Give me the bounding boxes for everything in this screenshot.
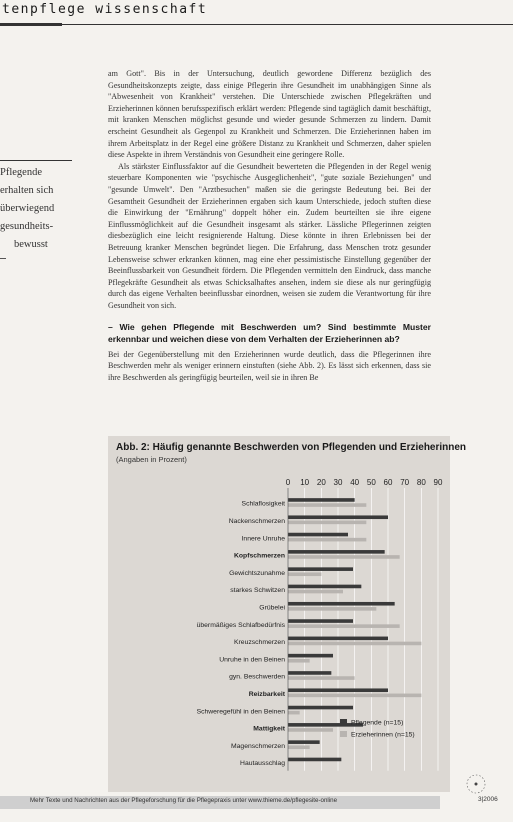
category-label: Gewichtszunahme bbox=[229, 569, 285, 577]
bar-erzieherinnen bbox=[288, 521, 366, 525]
bar-erzieherinnen bbox=[288, 711, 300, 715]
bar-pflegende bbox=[288, 637, 388, 641]
category-label: Grübelei bbox=[259, 604, 285, 612]
bar-erzieherinnen bbox=[288, 624, 400, 628]
bar-erzieherinnen bbox=[288, 728, 333, 732]
x-tick-label: 40 bbox=[350, 478, 360, 487]
bar-pflegende bbox=[288, 706, 353, 710]
category-label: Magenschmerzen bbox=[230, 742, 285, 750]
x-tick-label: 90 bbox=[433, 478, 443, 487]
paragraph: am Gott". Bis in der Untersuchung, deutlich gewordene Differenz bezüglich des Gesundheitskonzepts zeigte, dass einige Pflegerin ihre Gesundheit im unabhängigen Sinne als "Abwesenheit von Krankheit" verstehen. Die Unterschiede zwischen Pflegekräften und Erzieherinnen können berufsspezifisch erklärt werden: Pflegende sind tagtäglich damit beschäftigt, mit kranken Menschen möglichst gesunde und wieder gesunde Schmerzen zu lindern. Damit erscheint Gesundheit als Gegenpol zu Krankheit und Schmerzen. Die Erzieherinnen haben im ihrem Arbeitsplatz in der Regel eine größere Distanz zu Krankheit und Schmerzen, daher spielen diese Aspekte in ihrem Verständnis von Gesundheit eine geringere Rolle. bbox=[108, 69, 431, 160]
quote-line: bewusst bbox=[14, 239, 48, 250]
legend-swatch bbox=[340, 719, 347, 725]
bar-pflegende bbox=[288, 671, 331, 675]
page-footer bbox=[0, 796, 513, 822]
category-label: Hautausschlag bbox=[240, 760, 285, 768]
bar-pflegende bbox=[288, 567, 353, 571]
category-label: Nackenschmerzen bbox=[228, 517, 285, 525]
quote-top-rule bbox=[0, 160, 72, 161]
category-label: Kopfschmerzen bbox=[234, 552, 285, 560]
category-label: gyn. Beschwerden bbox=[229, 673, 285, 681]
bar-erzieherinnen bbox=[288, 607, 376, 611]
quote-line: gesundheits- bbox=[0, 221, 54, 232]
category-label: Innere Unruhe bbox=[241, 535, 285, 543]
header-rule bbox=[0, 24, 513, 25]
bar-erzieherinnen bbox=[288, 676, 355, 680]
category-label: Mattigkeit bbox=[253, 725, 285, 733]
x-tick-label: 30 bbox=[333, 478, 343, 487]
figure-abb-2 bbox=[108, 436, 467, 792]
bar-pflegende bbox=[288, 602, 395, 606]
article-body bbox=[108, 68, 431, 383]
bar-erzieherinnen bbox=[288, 572, 321, 576]
bar-pflegende bbox=[288, 533, 348, 537]
x-tick-label: 50 bbox=[366, 478, 376, 487]
bar-pflegende bbox=[288, 758, 341, 762]
category-label: Unruhe in den Beinen bbox=[219, 656, 285, 664]
journal-logo-icon bbox=[462, 770, 490, 802]
bar-pflegende bbox=[288, 550, 385, 554]
bar-erzieherinnen bbox=[288, 659, 310, 663]
category-label: Schlaflosigkeit bbox=[241, 500, 285, 508]
bar-pflegende bbox=[288, 515, 388, 519]
legend-swatch bbox=[340, 731, 347, 737]
footer-text: Mehr Texte und Nachrichten aus der Pflegeforschung für die Pflegepraxis unter www.thieme.de/pflegesite-online bbox=[30, 797, 338, 804]
bar-pflegende bbox=[288, 740, 320, 744]
bar-pflegende bbox=[288, 654, 333, 658]
bar-pflegende bbox=[288, 585, 361, 589]
x-tick-label: 80 bbox=[416, 478, 426, 487]
bar-erzieherinnen bbox=[288, 590, 343, 594]
x-tick-label: 60 bbox=[383, 478, 393, 487]
page-number: 3|2006 bbox=[478, 796, 498, 803]
x-tick-label: 70 bbox=[400, 478, 410, 487]
bar-pflegende bbox=[288, 688, 388, 692]
running-header bbox=[0, 0, 513, 40]
legend-label: Erzieherinnen (n=15) bbox=[351, 731, 415, 739]
bar-erzieherinnen bbox=[288, 538, 366, 542]
category-label: übermäßiges Schlafbedürfnis bbox=[196, 621, 285, 629]
bar-erzieherinnen bbox=[288, 555, 400, 559]
legend-label: Pflegende (n=15) bbox=[351, 719, 404, 727]
quote-line: Pflegende bbox=[0, 167, 42, 178]
running-title: tenpflege wissenschaft bbox=[2, 2, 208, 17]
bar-pflegende bbox=[288, 619, 353, 623]
quote-line: erhalten sich bbox=[0, 185, 54, 196]
bar-erzieherinnen bbox=[288, 745, 310, 749]
bar-pflegende bbox=[288, 498, 355, 502]
paragraph: Als stärkster Einflussfaktor auf die Gesundheit bewerteten die Pflegenden in der Regel wenig steuerbare Komponenten wie "psychische Ausgeglichenheit", "gute soziale Beziehungen" und "gesunde Umwelt". Den "Arztbesuchen" maßen sie die geringste Bedeutung bei. Bei der Gesamtheit Gesundheit der Erzieherinnen ergaben sich kaum Unterschiede, jedoch stuften diese die Einwirkung der "Ernährung" doppelt höher ein. Zudem beurteilten sie ihre eigene Einflussmöglichkeit auf die Gesundheit insgesamt als stärker. Lässliche Pflegerinnen zeigten diesbezüglich eine leicht resignierende Haltung. Diese könnte in ihren Erlebnissen bei der Betreuung kranker Menschen begründet liegen. Die Erfahrung, dass Menschen trotz gesunder Lebensweise schwer erkranken können, mag eine eher pessimistische Einstellung gegenüber der Beeinflussbarkeit von Gesundheit fördern. Die Pflegenden vermitteln den Eindruck, dass manche Pflegekräfte Gesundheit als etwas Schicksalhaftes ansehen, indem sie diese als nur geringfügig durch das eigene Verhalten beeinflussbar einordnen, weisen sie zudem die Verantwortung für ihre Gesundheit von sich. bbox=[108, 161, 431, 310]
quote-bottom-rule bbox=[0, 258, 6, 259]
category-label: starkes Schwitzen bbox=[230, 587, 285, 595]
x-tick-label: 0 bbox=[285, 478, 291, 487]
marginal-pull-quote bbox=[0, 160, 72, 254]
bar-erzieherinnen bbox=[288, 642, 421, 646]
category-label: Kreuzschmerzen bbox=[234, 639, 285, 647]
quote-line: überwiegend bbox=[0, 203, 55, 214]
chart-subtitle: (Angaben in Prozent) bbox=[116, 455, 187, 464]
paragraph: Bei der Gegenüberstellung mit den Erzieherinnen wurde deutlich, dass die Pflegerinnen ihre Beschwerden mehr als weniger erinnern einstuften (siehe Abb. 2). Es lässt sich erkennen, dass sie ihre Beschwerden als geringfügig beurteilen, weil sie in ihren Be bbox=[108, 349, 431, 382]
bar-erzieherinnen bbox=[288, 503, 366, 507]
bar-chart bbox=[108, 436, 450, 792]
x-tick-label: 20 bbox=[316, 478, 326, 487]
category-label: Reizbarkeit bbox=[248, 690, 285, 698]
x-tick-label: 10 bbox=[300, 478, 310, 487]
chart-title: Abb. 2: Häufig genannte Beschwerden von Pflegenden und Erzieherinnen bbox=[116, 442, 467, 453]
category-label: Schweregefühl in den Beinen bbox=[196, 708, 285, 716]
section-question: – Wie gehen Pflegende mit Beschwerden um? Sind bestimmte Muster erkennbar und weichen diese von dem Verhalten der Erzieherinnen ab? bbox=[108, 322, 431, 345]
bar-erzieherinnen bbox=[288, 694, 421, 698]
